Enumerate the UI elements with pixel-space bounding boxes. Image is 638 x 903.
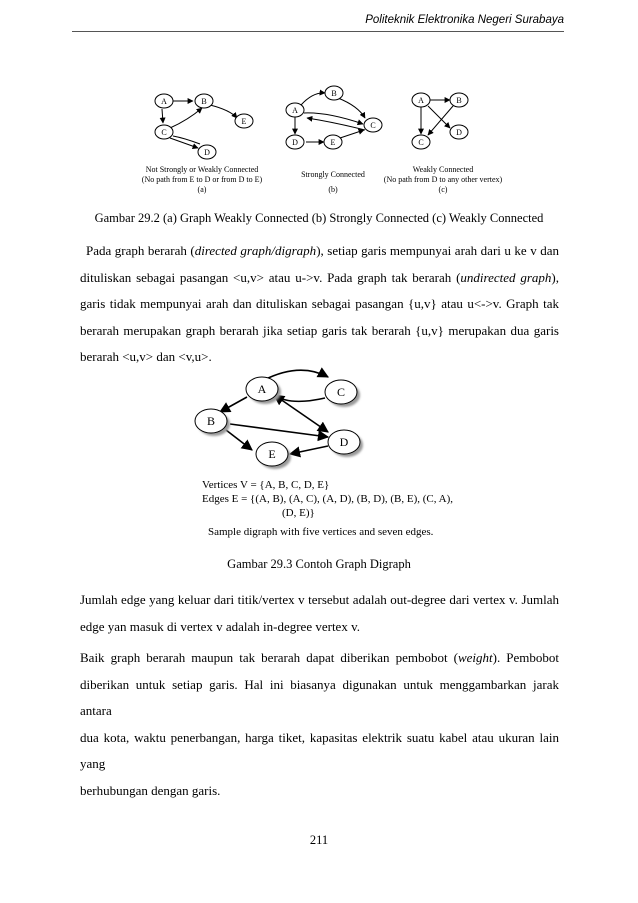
node-label: C — [161, 128, 167, 137]
text-run: ). Pembobot — [492, 650, 560, 665]
node-label: E — [268, 447, 276, 461]
node-label: A — [257, 382, 267, 396]
edges-set-line1: Edges E = {(A, B), (A, C), (A, D), (B, D), (B, E), (C, A), — [202, 493, 454, 505]
page-number: 211 — [309, 833, 329, 847]
paragraph-line: berhubungan dengan garis. — [80, 782, 221, 798]
panel-b-graph — [286, 86, 382, 194]
panel-a-caption-line2: (No path from E to D or from D to E) — [141, 175, 263, 184]
figure-29-2 — [118, 80, 538, 200]
panel-b-label: (b) — [328, 185, 338, 194]
paragraph-line: dua kota, waktu penerbangan, harga tiket, kapasitas elektrik suatu kabel atau ukuran lain yang — [80, 729, 559, 771]
node-label: C — [336, 385, 346, 399]
panel-a-graph — [142, 94, 263, 194]
node-label: A — [292, 106, 298, 115]
node-label: B — [201, 97, 207, 106]
node-label: B — [331, 89, 337, 98]
figure-29-2-caption: Gambar 29.2 (a) Graph Weakly Connected (b) Strongly Connected (c) Weakly Connected — [94, 211, 544, 225]
paragraph-line: berarah <u,v> dan <v,u>. — [80, 349, 212, 364]
node-label: B — [456, 96, 462, 105]
figure-29-3 — [190, 362, 480, 542]
paragraph-line: edge yan masuk di vertex v adalah in-degree vertex v. — [80, 618, 360, 634]
node-label: D — [339, 435, 349, 449]
edges-set-line2: (D, E)} — [282, 507, 315, 519]
text-run: Baik graph berarah maupun tak berarah dapat diberikan pembobot ( — [80, 650, 458, 665]
italic-term: directed graph/digraph — [194, 243, 317, 258]
node-label: D — [456, 128, 462, 137]
paragraph-line — [80, 265, 559, 292]
node-label: A — [161, 97, 167, 106]
paragraph-line: berarah merupakan graph berarah jika setiap garis tak berarah {u,v} merupakan dua garis — [80, 322, 559, 338]
paragraph-line — [80, 645, 559, 672]
node-label: D — [204, 148, 210, 157]
paragraph-line: garis tidak mempunyai arah dan dituliskan sebagai pasangan {u,v} atau u<->v. Graph tak — [80, 296, 559, 311]
panel-c-caption-line2: (No path from D to any other vertex) — [383, 175, 503, 184]
text-run: ), setiap garis mempunyai arah dari u ke v dan — [316, 243, 559, 258]
node-label: E — [330, 138, 336, 147]
node-label: D — [292, 138, 298, 147]
node-label: C — [418, 138, 424, 147]
paragraph-line: diberikan untuk setiap garis. Hal ini biasanya digunakan untuk menggambarkan jarak antara — [80, 676, 559, 718]
paragraph-weight — [80, 645, 559, 804]
panel-c-label: (c) — [438, 185, 448, 194]
paragraph-line — [80, 238, 559, 265]
panel-a-label: (a) — [197, 185, 207, 194]
paragraph-line: Jumlah edge yang keluar dari titik/vertex v tersebut adalah out-degree dari vertex v. Jumlah — [80, 592, 559, 607]
text-run: Pada graph berarah ( — [86, 243, 195, 258]
figure-29-3-digraph — [190, 362, 480, 542]
panel-a-caption-line1: Not Strongly or Weakly Connected — [145, 165, 259, 174]
node-label: A — [418, 96, 424, 105]
digraph-sample-caption: Sample digraph with five vertices and seven edges. — [208, 526, 434, 538]
node-label: B — [206, 414, 216, 428]
figure-29-2-graphs — [118, 80, 538, 200]
figure-29-3-caption: Gambar 29.3 Contoh Graph Digraph — [227, 557, 411, 571]
node-label: C — [370, 121, 376, 130]
text-run: ), — [551, 269, 559, 285]
panel-c-caption-line1: Weakly Connected — [412, 165, 474, 174]
italic-term: weight — [457, 650, 493, 665]
text-run: dituliskan sebagai pasangan <u,v> atau u->v. Pada graph tak berarah ( — [80, 269, 461, 285]
header-rule — [72, 31, 564, 32]
panel-b-caption: Strongly Connected — [301, 170, 365, 179]
panel-c-graph — [384, 93, 503, 194]
vertices-set: Vertices V = {A, B, C, D, E} — [202, 479, 330, 491]
italic-term: undirected graph — [460, 269, 552, 285]
paragraph-directed-graph — [80, 238, 559, 371]
node-label: E — [241, 117, 247, 126]
paragraph-degree — [80, 587, 559, 640]
running-header: Politeknik Elektronika Negeri Surabaya — [365, 14, 564, 26]
